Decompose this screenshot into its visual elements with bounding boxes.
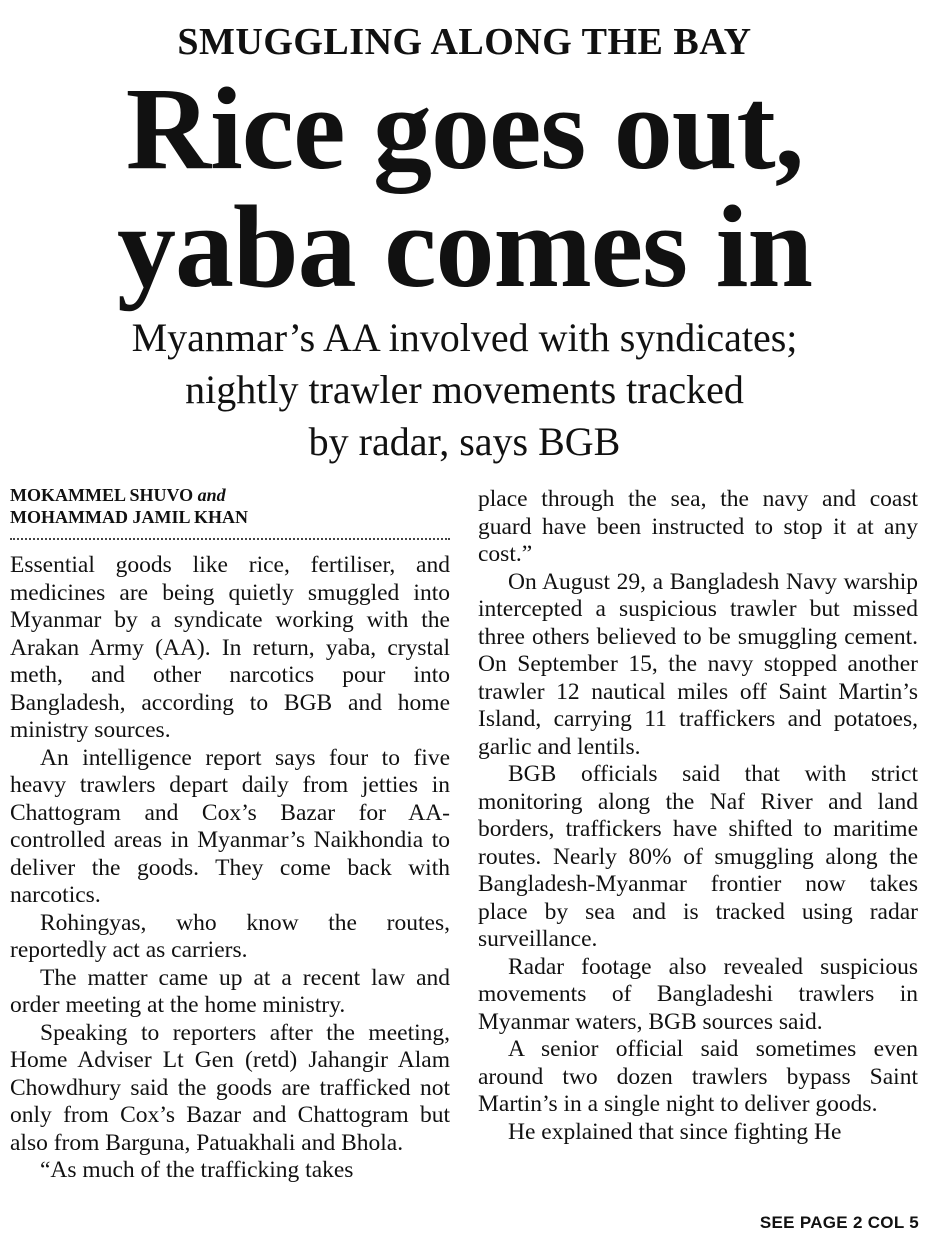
- paragraph: BGB officials said that with strict monitoring along the Naf River and land borders, traffickers have shifted to maritime routes. Nearly 80% of smuggling along the Bangladesh-Myanmar frontier now takes place by sea and is tracked using radar surveillance.: [478, 761, 918, 952]
- headline-line-1: Rice goes out,: [125, 63, 804, 194]
- deck: [0, 312, 929, 468]
- byline-line-1: [10, 484, 450, 506]
- headline: [0, 63, 929, 312]
- paragraph: Essential goods like rice, fertiliser, and medicines are being quietly smuggled into Myanmar by a syndicate working with the Arakan Army (AA). In return, yaba, crystal meth, and other narcotics pour into Bangladesh, according to BGB and home ministry sources.: [10, 552, 450, 743]
- paragraph: place through the sea, the navy and coast guard have been instructed to stop it at any cost.”: [478, 486, 918, 567]
- paragraph: Radar footage also revealed suspicious movements of Bangladeshi trawlers in Myanmar waters, BGB sources said.: [478, 953, 918, 1035]
- paragraph: He explained that since fighting He: [508, 1118, 842, 1145]
- paragraph: An intelligence report says four to five heavy trawlers depart daily from jetties in Chattogram and Cox’s Bazar for AA-controlled areas in Myanmar’s Naikhondia to deliver the goods. They come back with narcotics.: [10, 744, 450, 908]
- paragraph: On August 29, a Bangladesh Navy warship intercepted a suspicious trawler but missed three others believed to be smuggling cement. On September 15, the navy stopped another trawler 12 nautical miles off Saint Martin’s Island, carrying 11 traffickers and potatoes, garlic and lentils.: [478, 568, 918, 760]
- kicker: SMUGGLING ALONG THE BAY: [177, 21, 752, 63]
- deck-line-1: Myanmar’s AA involved with syndicates;: [131, 315, 798, 360]
- article-column-right: [478, 486, 918, 1146]
- deck-line-2: nightly trawler movements tracked: [185, 367, 744, 412]
- paragraph: Rohingyas, who know the routes, reportedly act as carriers.: [10, 909, 450, 963]
- deck-line-3: by radar, says BGB: [308, 419, 621, 464]
- article-column-left: [10, 484, 450, 1185]
- headline-line-2: yaba comes in: [117, 181, 812, 312]
- paragraph: Speaking to reporters after the meeting, Home Adviser Lt Gen (retd) Jahangir Alam Chowdhury said the goods are trafficked not only from Cox’s Bazar and Chattogram but also from Barguna, Patuakhali and Bhola.: [10, 1019, 450, 1156]
- byline-divider: [10, 538, 450, 540]
- byline-conjunction: and: [197, 485, 226, 505]
- paragraph: “As much of the trafficking takes: [40, 1157, 354, 1183]
- byline: [10, 484, 450, 528]
- jump-line: SEE PAGE 2 COL 5: [759, 1213, 919, 1232]
- byline-author-2: MOHAMMAD JAMIL KHAN: [10, 507, 248, 527]
- paragraph: The matter came up at a recent law and order meeting at the home ministry.: [10, 964, 450, 1018]
- byline-author-1: MOKAMMEL SHUVO: [10, 485, 194, 505]
- paragraph: A senior official said sometimes even around two dozen trawlers bypass Saint Martin’s in a single night to deliver goods.: [478, 1036, 918, 1117]
